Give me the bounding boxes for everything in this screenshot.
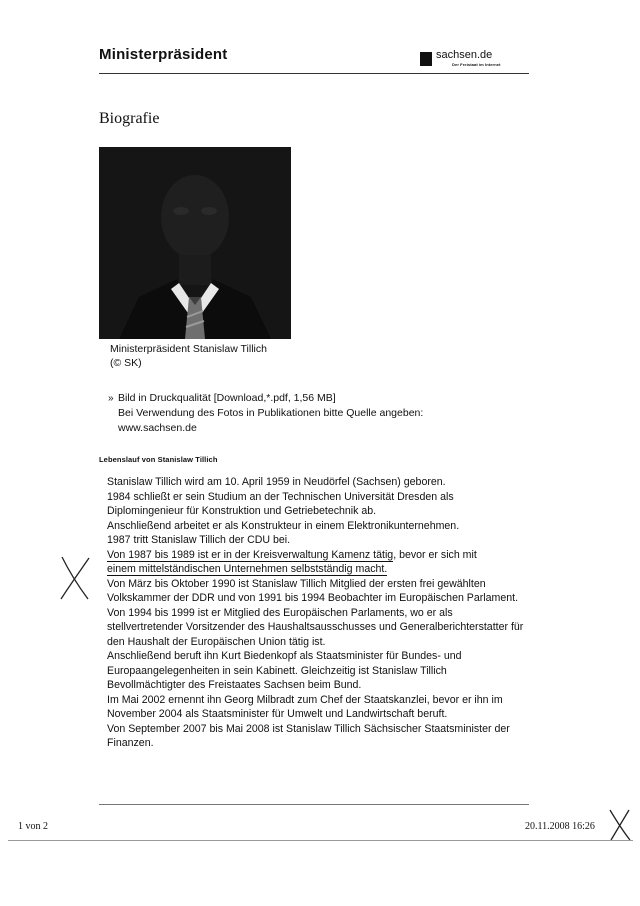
cv-heading: Lebenslauf von Stanislaw Tillich [99,455,218,464]
cv-body [107,475,527,751]
portrait-illustration [99,147,291,339]
cv-paragraph: Anschließend beruft ihn Kurt Biedenkopf als Staatsminister für Bundes- und Europaangelegenheiten in sein Kabinett. Gleichzeitig ist Stanislaw Tillich Bevollmächtigter des Freistaates Sachsen beim Bund. [107,650,462,691]
caption-line: Ministerpräsident Stanislaw Tillich [110,343,267,355]
page-title: Ministerpräsident [99,46,228,63]
cv-paragraph: 1984 schließt er sein Studium an der Technischen Universität Dresden als Diplomingenieur für Konstruktion und Getriebetechnik ab. [107,490,454,517]
cv-paragraph: Von 1994 bis 1999 ist er Mitglied des Europäischen Parlaments, wo er als stellvertretender Vorsitzender des Haushaltsausschusses und Generalberichterstatter für den Haushalt der Europäischen Union tätig ist. [107,606,524,648]
handwritten-x-mark [58,555,92,601]
download-block [108,391,423,436]
handwritten-x-mark [607,808,633,842]
print-timestamp: 20.11.2008 16:26 [525,821,595,832]
footer-divider [8,840,633,841]
cv-paragraph: Im Mai 2002 ernennt ihn Georg Milbradt zum Chef der Staatskanzlei, bevor er ihn im November 2004 als Staatsminister für Umwelt und Landwirtschaft beruft. [107,693,503,720]
section-heading: Biografie [99,110,160,127]
page-number: 1 von 2 [18,821,48,832]
download-link[interactable]: Bild in Druckqualität [Download,*.pdf, 1,56 MB] [118,392,336,404]
logo-subtitle: Der Freistaat im Internet [452,62,501,67]
content-divider [99,804,529,805]
cv-paragraph: Von September 2007 bis Mai 2008 ist Stanislaw Tillich Sächsischer Staatsminister der Finanzen. [107,722,510,749]
cv-paragraph-marked [107,548,527,577]
cv-paragraph: Von März bis Oktober 1990 ist Stanislaw Tillich Mitglied der ersten frei gewählten Volkskammer der DDR und von 1991 bis 1994 Beobachter im Europäischen Parlament. [107,577,519,604]
cv-text: , bevor er sich mit [393,548,477,561]
cv-paragraph: 1987 tritt Stanislaw Tillich der CDU bei. [107,534,291,546]
arrow-right-icon: » [108,393,114,404]
source-url[interactable]: www.sachsen.de [118,422,197,434]
underlined-text: Von 1987 bis 1989 ist er in der Kreisverwaltung Kamenz tätig [107,548,394,561]
cv-paragraph: Stanislaw Tillich wird am 10. April 1959 in Neudörfel (Sachsen) geboren. [107,476,446,488]
sachsen-logo-icon [420,52,432,66]
cv-paragraph: Anschließend arbeitet er als Konstrukteur in einem Elektronikunternehmen. [107,519,460,532]
caption-credit: (© SK) [110,357,142,369]
underlined-text: einem mittelständischen Unternehmen selbstständig macht. [107,563,388,575]
portrait-photo [99,147,291,339]
photo-caption [110,342,267,370]
download-note: Bei Verwendung des Fotos in Publikationen bitte Quelle angeben: [118,407,424,419]
logo-text[interactable]: sachsen.de [436,49,493,61]
header-divider [99,73,529,74]
